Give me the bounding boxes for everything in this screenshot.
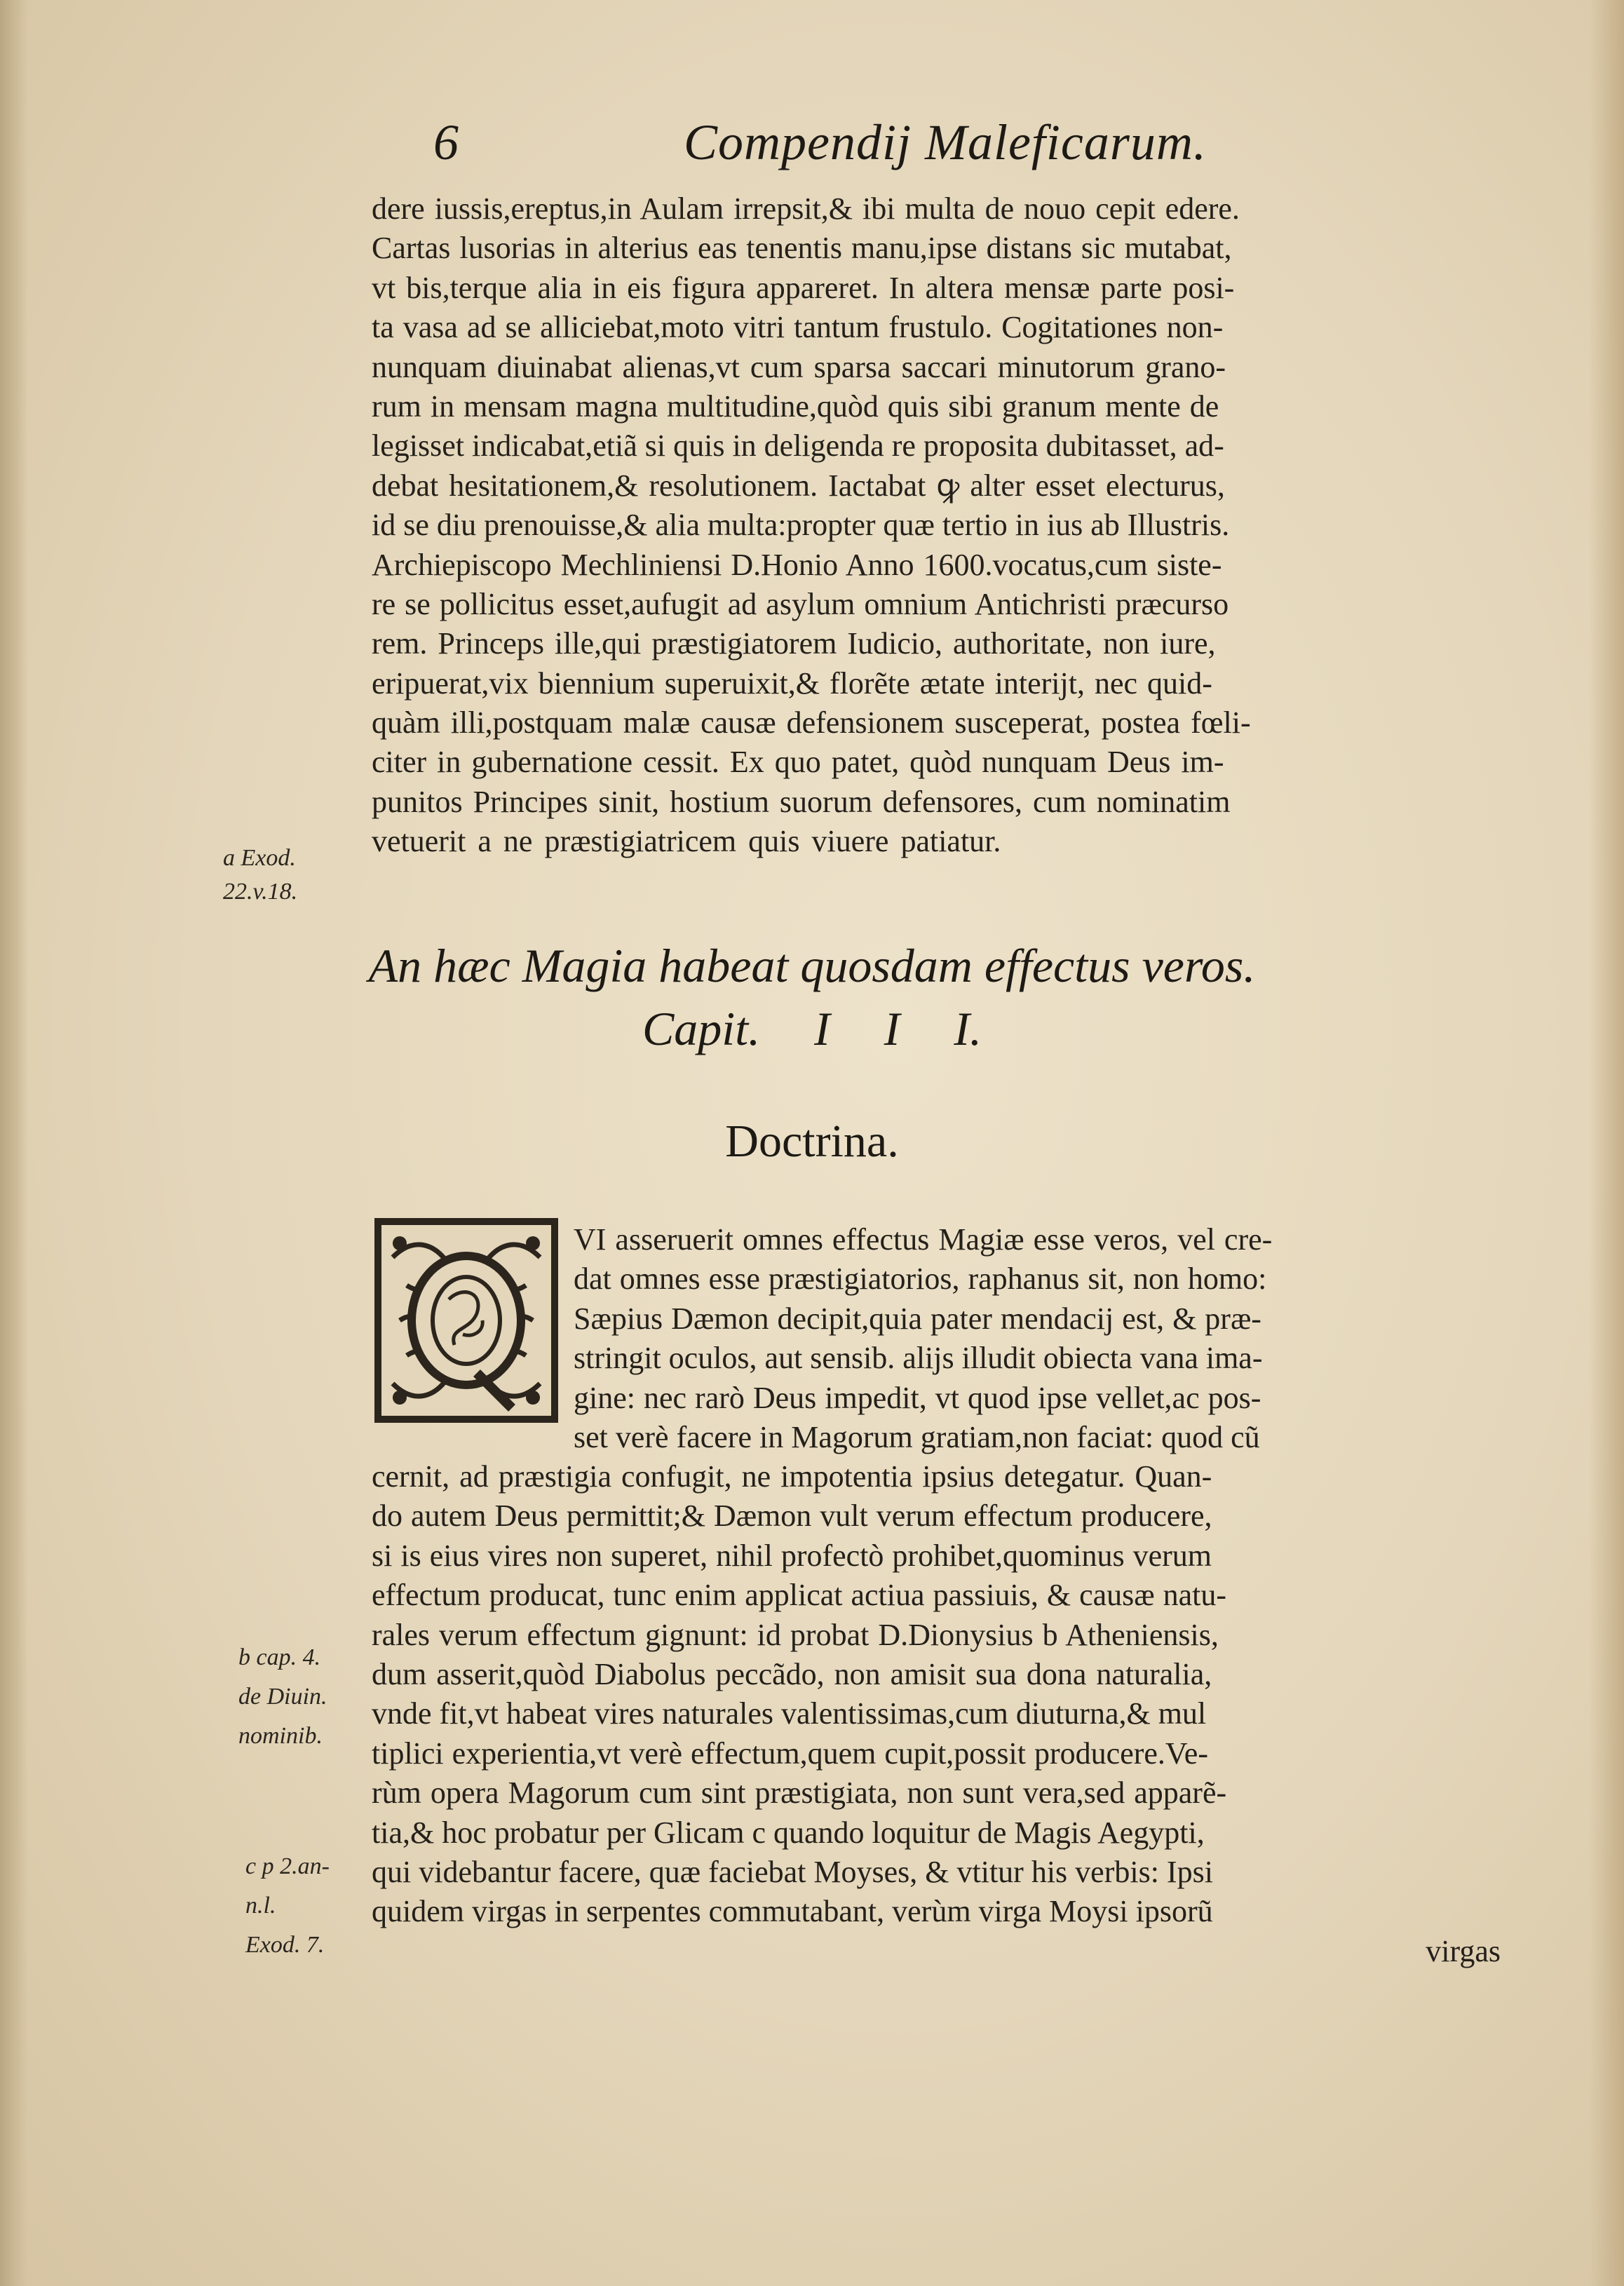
text-line: set verè facere in Magorum gratiam,non faciat: quod cũ (574, 1419, 1260, 1454)
margin-note: c p 2.an- (245, 1853, 330, 1879)
text-line: nunquam diuinabat alienas,vt cum sparsa saccari minutorum grano- (372, 349, 1226, 384)
text-line: rales verum effectum gignunt: id probat D.Dionysius b Atheniensis, (372, 1617, 1219, 1652)
text-line: qui videbantur facere, quæ faciebat Moyses, & vtitur his verbis: Ipsi (372, 1854, 1213, 1889)
text-line: rum in mensam magna multitudine,quòd quis sibi granum mente de (372, 388, 1219, 424)
text-line: Archiepiscopo Mechliniensi D.Honio Anno 1600.vocatus,cum siste- (372, 547, 1222, 582)
text-line: Sæpius Dæmon decipit,quia pater mendacij est, & præ- (574, 1301, 1261, 1336)
text-line: Cartas lusorias in alterius eas tenentis manu,ipse distans sic mutabat, (372, 231, 1232, 266)
text-line: cernit, ad præstigia confugit, ne impotentia ipsius detegatur. Quan- (372, 1459, 1212, 1494)
page-number: 6 (433, 114, 459, 170)
text-line: ta vasa ad se alliciebat,moto vitri tantum frustulo. Cogitationes non- (372, 310, 1224, 345)
doctrina-body (372, 1457, 1508, 1971)
margin-note: de Diuin. (238, 1684, 327, 1710)
text-line: id se diu prenouisse,& alia multa:propter quæ tertio in ius ab Illustris. (372, 508, 1230, 543)
text-line: vnde fit,vt habeat vires naturales valentissimas,cum diuturna,& mul (372, 1696, 1207, 1731)
chapter-label: Capit. (642, 1002, 761, 1055)
margin-note: a Exod. (223, 845, 296, 871)
margin-note: Exod. 7. (245, 1932, 325, 1958)
text-line: eripuerat,vix biennium superuixit,& florẽte ætate interijt, nec quid- (372, 665, 1212, 701)
section-heading: Doctrina. (725, 1116, 899, 1167)
text-line: punitos Principes sinit, hostium suorum defensores, cum nominatim (372, 784, 1231, 819)
text-line: debat hesitationem,& resolutionem. Iactabat ꝙ alter esset electurus, (372, 468, 1225, 503)
chapter-title: An hæc Magia habeat quosdam effectus veros. (368, 939, 1256, 992)
margin-note: b cap. 4. (238, 1644, 321, 1670)
body-paragraph-continued (372, 189, 1508, 862)
text-line: do autem Deus permittit;& Dæmon vult verum effectum producere, (372, 1499, 1212, 1534)
text-line: quàm illi,postquam malæ causæ defensionem susceperat, postea fœli- (372, 705, 1251, 740)
page-header (0, 105, 1624, 182)
text-line: gine: nec rarò Deus impedit, vt quod ipse vellet,ac pos- (574, 1380, 1261, 1415)
chapter-roman: I I I. (814, 1002, 982, 1055)
text-line: tia,& hoc probatur per Glicam c quando loquitur de Magis Aegypti, (372, 1815, 1205, 1850)
catchword: virgas (1426, 1933, 1501, 1968)
margin-note: 22.v.18. (223, 879, 298, 905)
text-line: quidem virgas in serpentes commutabant, verùm virga Moysi ipsorũ (372, 1894, 1213, 1929)
text-line: re se pollicitus esset,aufugit ad asylum omnium Antichristi præcurso (372, 586, 1229, 621)
text-line: vt bis,terque alia in eis figura appareret. In altera mensæ parte posi- (372, 270, 1235, 305)
doctrina-opening-lines (574, 1220, 1513, 1457)
margin-note: n.l. (245, 1893, 276, 1919)
text-line: rùm opera Magorum cum sint præstigiata, non sunt vera,sed apparẽ- (372, 1776, 1227, 1811)
running-title: Compendij Maleficarum. (684, 114, 1207, 170)
text-line: si is eius vires non superet, nihil profectò prohibet,quominus verum (372, 1538, 1212, 1573)
text-line: effectum producat, tunc enim applicat actiua passiuis, & causæ natu- (372, 1578, 1227, 1613)
text-line: stringit oculos, aut sensib. alijs illudit obiecta vana ima- (574, 1341, 1263, 1376)
text-line: dum asserit,quòd Diabolus peccãdo, non amisit sua dona naturalia, (372, 1656, 1212, 1691)
ornamental-initial-icon (372, 1215, 561, 1426)
text-line: rem. Princeps ille,qui præstigiatorem Iudicio, authoritate, non iure, (372, 626, 1216, 661)
margin-note: nominib. (238, 1723, 323, 1749)
text-line: vetuerit a ne præstigiatricem quis viuere patiatur. (372, 824, 1001, 859)
text-line: dat omnes esse præstigiatorios, raphanus sit, non homo: (574, 1262, 1267, 1297)
text-line: legisset indicabat,etiã si quis in deligenda re proposita dubitasset, ad- (372, 428, 1224, 464)
text-line: VI asseruerit omnes effectus Magiæ esse veros, vel cre- (574, 1222, 1273, 1257)
text-line: dere iussis,ereptus,in Aulam irrepsit,& ibi multa de nouo cepit edere. (372, 191, 1240, 226)
chapter-number (0, 1001, 1624, 1057)
drop-cap-initial (372, 1215, 561, 1426)
text-line: citer in gubernatione cessit. Ex quo patet, quòd nunquam Deus im- (372, 745, 1224, 780)
text-line: tiplici experientia,vt verè effectum,quem cupit,possit producere.Ve- (372, 1736, 1208, 1771)
